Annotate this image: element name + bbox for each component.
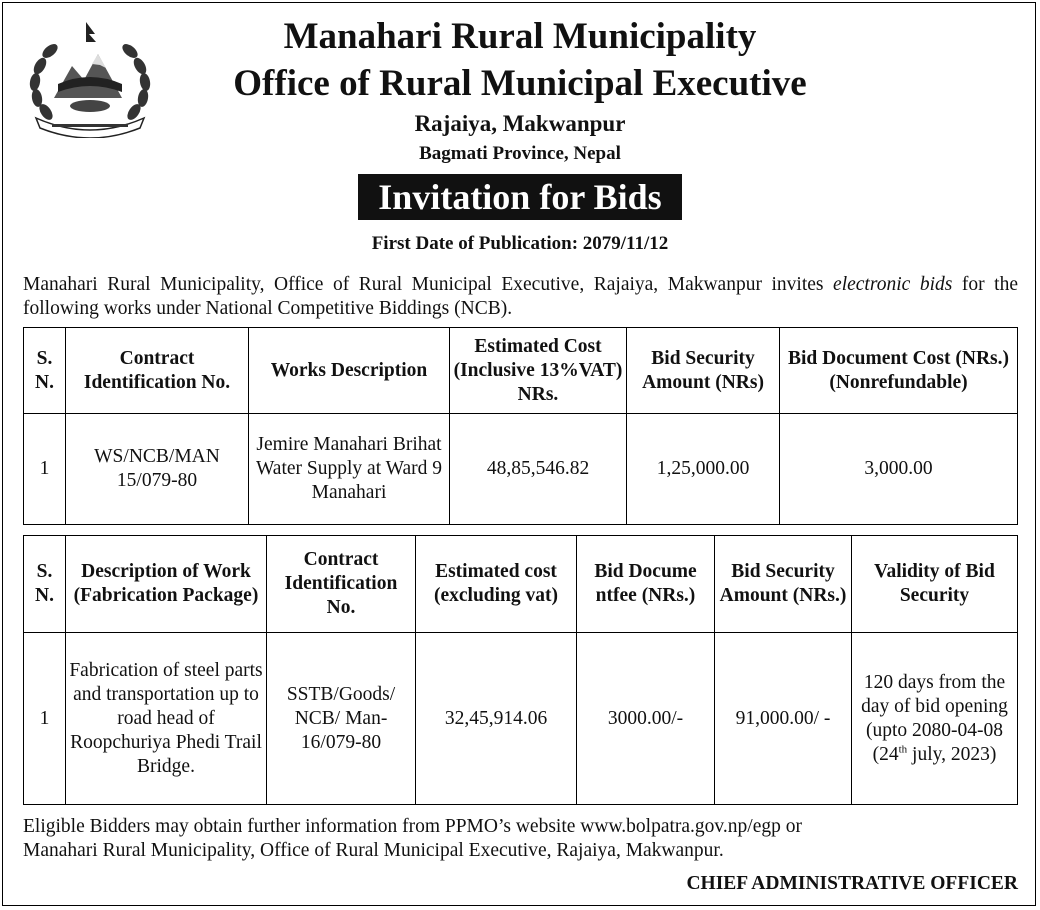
col-header-sn: S. N.: [24, 328, 66, 414]
works-bid-table: [23, 327, 1018, 525]
col-header-estimated-cost: Estimated cost (excluding vat): [416, 536, 577, 633]
table-header-row: [24, 536, 1018, 633]
notice-title: Invitation for Bids: [358, 174, 681, 220]
office-location: Rajaiya, Makwanpur: [414, 111, 626, 136]
cell-validity: [852, 633, 1018, 805]
col-header-contract-id: Contract Identification No.: [66, 328, 249, 414]
signatory-title: CHIEF ADMINISTRATIVE OFFICER: [686, 873, 1018, 894]
office-name: Office of Rural Municipal Executive: [233, 63, 807, 104]
validity-text: 120 days from the day of bid opening (upto 2080-04-08: [861, 671, 1008, 741]
fabrication-bid-table: [23, 535, 1018, 805]
col-header-estimated-cost: Estimated Cost (Inclusive 13%VAT) NRs.: [450, 328, 627, 414]
footer-note: [23, 815, 1018, 863]
validity-ordinal: th: [898, 743, 908, 755]
province-name: Bagmati Province, Nepal: [419, 143, 621, 164]
publication-date: First Date of Publication: 2079/11/12: [371, 233, 669, 254]
cell-works-description: Jemire Manahari Brihat Water Supply at Ward 9 Manahari: [249, 414, 450, 525]
cell-sn: 1: [24, 633, 66, 805]
col-header-bid-security: Bid Security Amount (NRs.): [715, 536, 852, 633]
validity-date-end: july, 2023): [907, 743, 997, 765]
cell-description: Fabrication of steel parts and transportation up to road head of Roopchuriya Phedi Trail Bridge.: [66, 633, 267, 805]
notice-title-wrapper: [0, 174, 1040, 220]
col-header-bid-document-fee: Bid Docume ntfee (NRs.): [577, 536, 715, 633]
table-row: [24, 633, 1018, 805]
intro-text-2: for the following works under National Competitive Biddings (NCB).: [23, 274, 1018, 319]
col-header-works-description: Works Description: [249, 328, 450, 414]
table-header-row: [24, 328, 1018, 414]
cell-bid-document-fee: 3000.00/-: [577, 633, 715, 805]
cell-bid-security: 1,25,000.00: [627, 414, 780, 525]
col-header-description: Description of Work (Fabrication Package): [66, 536, 267, 633]
col-header-bid-security: Bid Security Amount (NRs): [627, 328, 780, 414]
validity-date-open: (24: [872, 743, 899, 765]
footer-line-2: Manahari Rural Municipality, Office of Rural Municipal Executive, Rajaiya, Makwanpur.: [23, 840, 724, 861]
col-header-validity: Validity of Bid Security: [852, 536, 1018, 633]
cell-estimated-cost: 48,85,546.82: [450, 414, 627, 525]
col-header-bid-document-cost: Bid Document Cost (NRs.) (Nonrefundable): [780, 328, 1018, 414]
cell-bid-document-cost: 3,000.00: [780, 414, 1018, 525]
col-header-contract-id: Contract Identification No.: [267, 536, 416, 633]
cell-contract-id: WS/NCB/MAN 15/079-80: [66, 414, 249, 525]
cell-sn: 1: [24, 414, 66, 525]
intro-emphasis: electronic bids: [833, 274, 953, 295]
footer-line-1: Eligible Bidders may obtain further information from PPMO’s website www.bolpatra.gov.np/egp or: [23, 816, 802, 837]
cell-bid-security: 91,000.00/ -: [715, 633, 852, 805]
intro-paragraph: [23, 273, 1018, 321]
intro-text-1: Manahari Rural Municipality, Office of Rural Municipal Executive, Rajaiya, Makwanpur invites: [23, 274, 834, 295]
cell-contract-id: SSTB/Goods/ NCB/ Man-16/079-80: [267, 633, 416, 805]
table-row: [24, 414, 1018, 525]
cell-estimated-cost: 32,45,914.06: [416, 633, 577, 805]
col-header-sn: S. N.: [24, 536, 66, 633]
municipality-name: Manahari Rural Municipality: [283, 16, 757, 57]
